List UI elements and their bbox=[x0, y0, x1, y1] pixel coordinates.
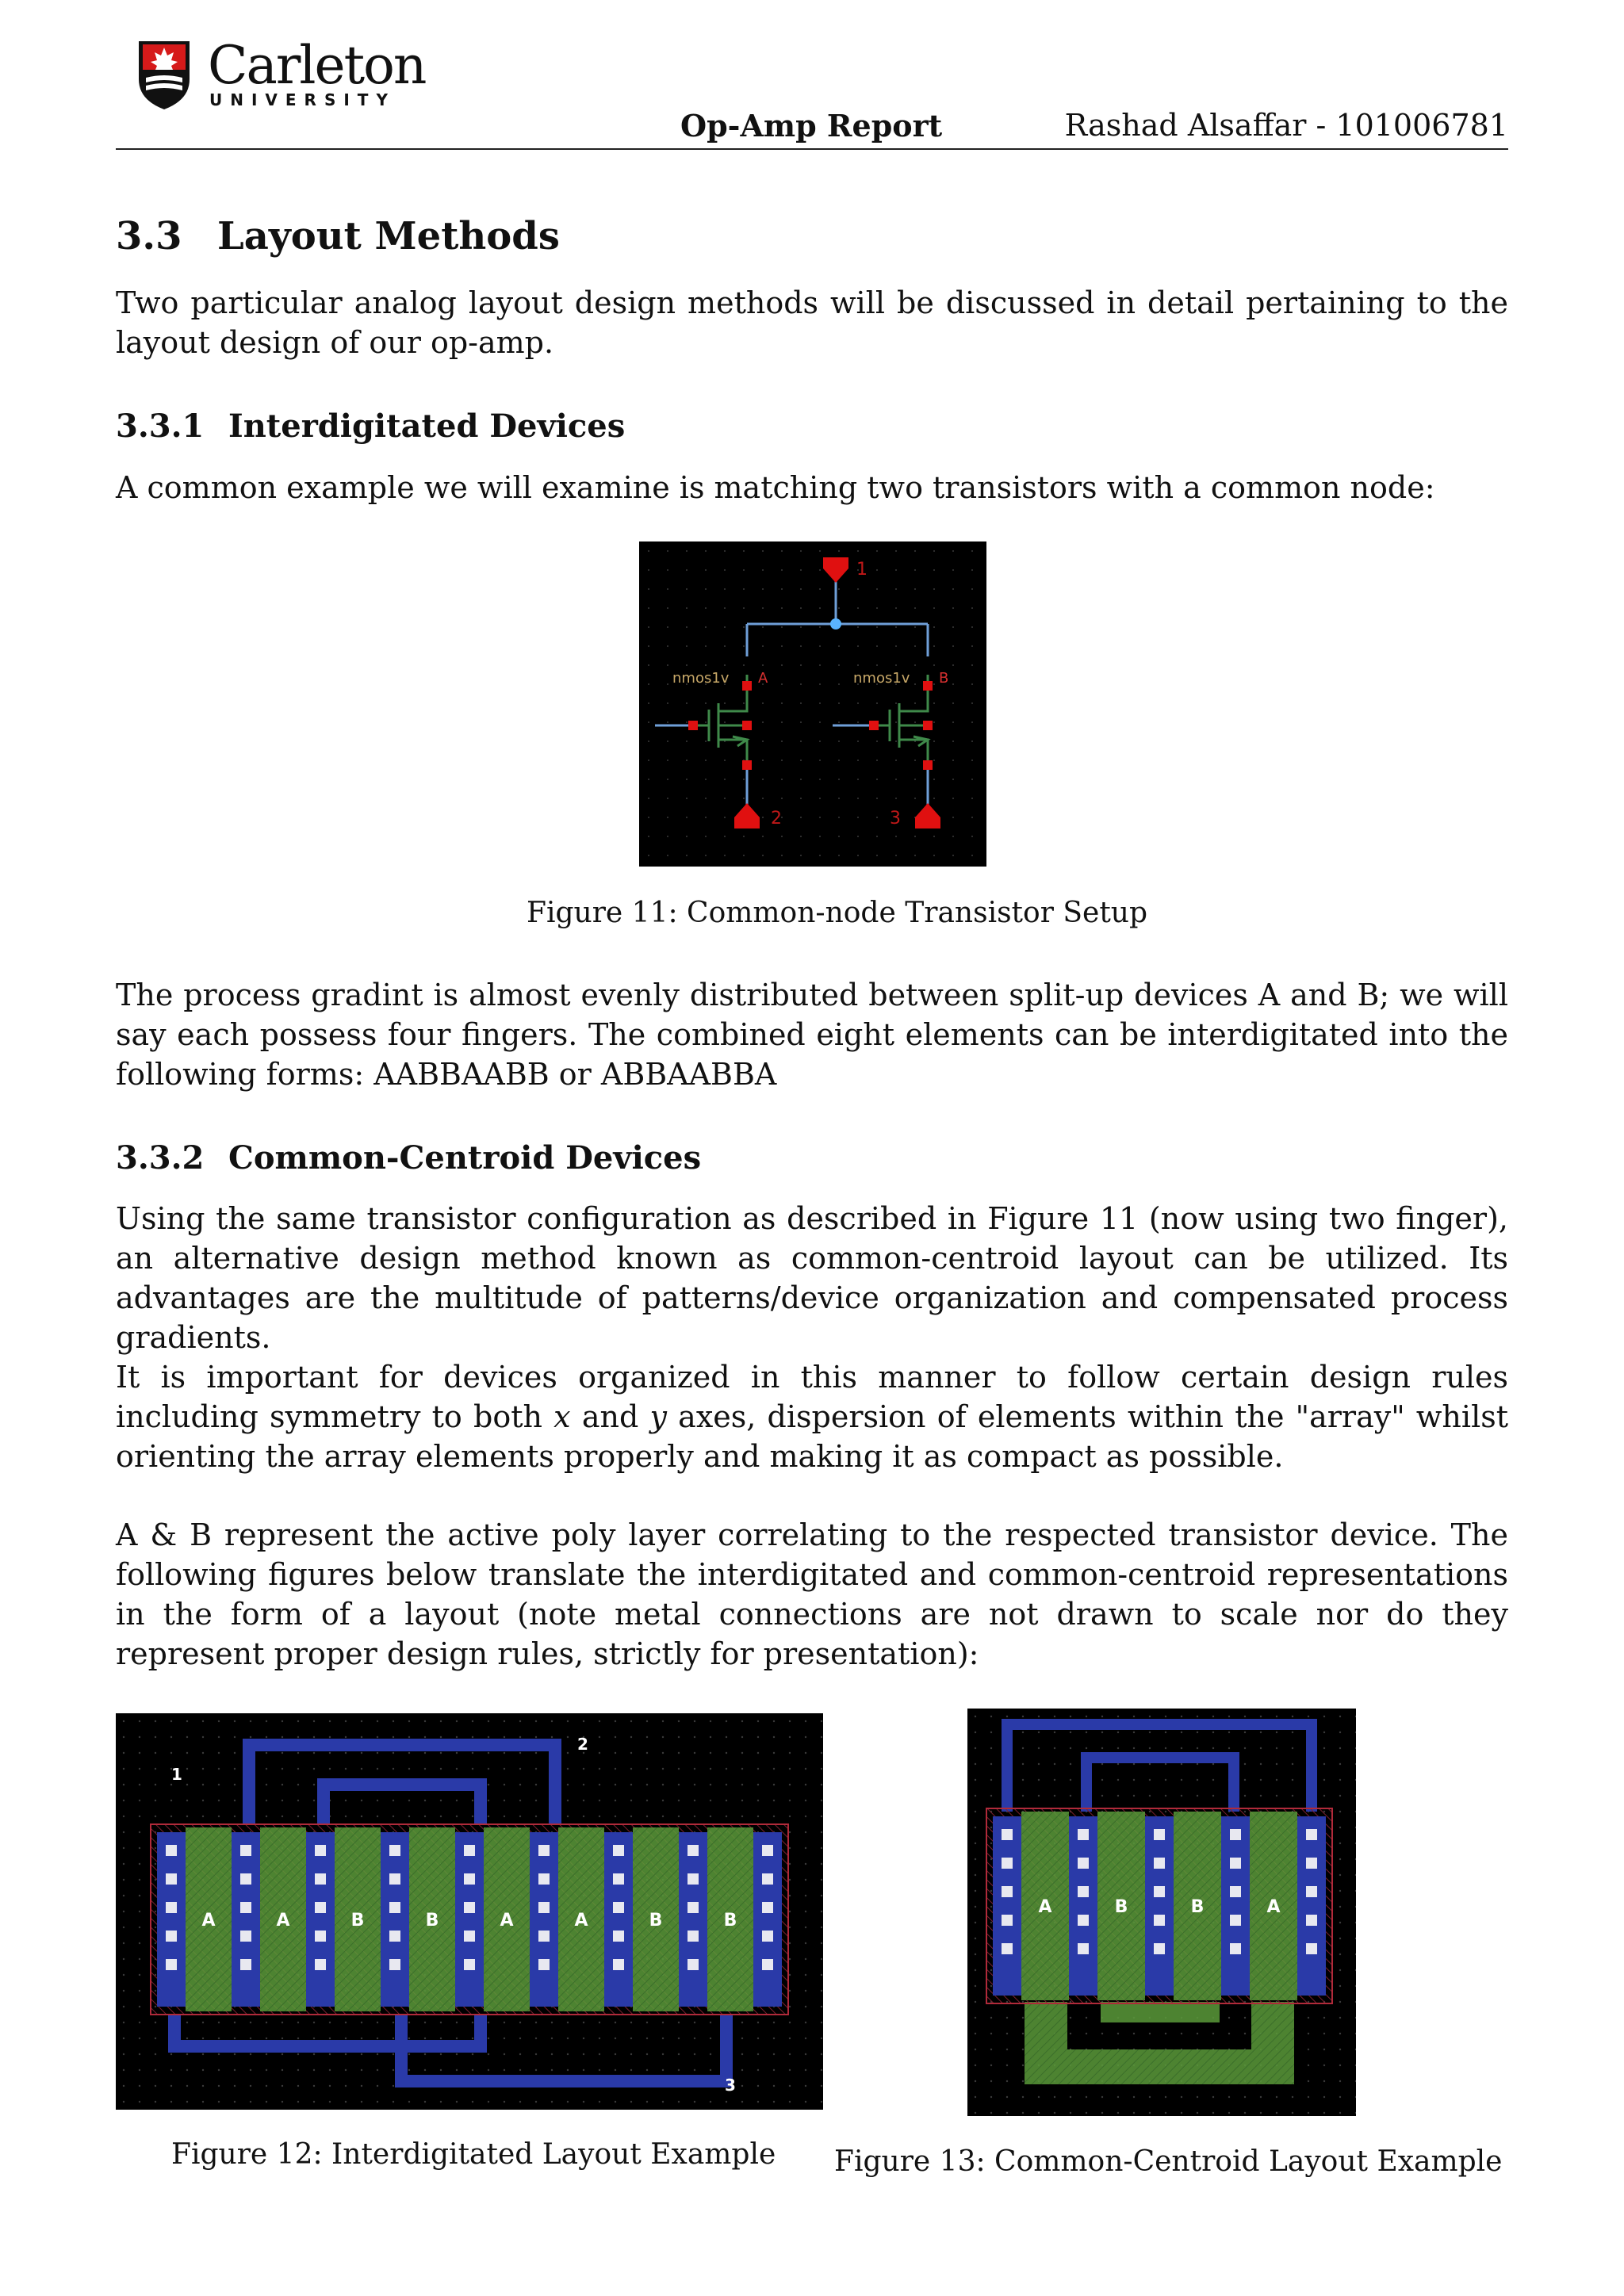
section-title: Layout Methods bbox=[217, 214, 560, 258]
contact-square bbox=[538, 1902, 550, 1913]
contact-square bbox=[240, 1931, 251, 1942]
contact-square bbox=[762, 1873, 773, 1885]
device-b-label: B bbox=[939, 670, 949, 687]
contact-square bbox=[389, 1902, 400, 1913]
subsection-title-1: Interdigitated Devices bbox=[228, 408, 626, 445]
contact-square bbox=[1306, 1858, 1317, 1869]
contact-square bbox=[1154, 1858, 1165, 1869]
contact-square bbox=[1078, 1886, 1089, 1897]
section-number: 3.3 bbox=[116, 214, 182, 258]
paragraph-common-centroid-1: Using the same transistor configuration as described in Figure 11 (now using two finger), an alternative design method known as common-centroid layout can be utilized. Its advantages are the multitude of patterns/device organization and compensated process gradients. bbox=[116, 1201, 1508, 1355]
shield-icon bbox=[136, 38, 192, 111]
contact-square bbox=[613, 1845, 624, 1856]
contact-square bbox=[762, 1845, 773, 1856]
finger-label: B bbox=[1190, 1897, 1205, 1917]
contact-square bbox=[688, 1931, 699, 1942]
subsection-heading-2 bbox=[116, 1139, 701, 1177]
figure-13-caption: Figure 13: Common-Centroid Layout Example bbox=[834, 2145, 1503, 2178]
figure-11-caption: Figure 11: Common-node Transistor Setup bbox=[527, 897, 1148, 929]
contact-column bbox=[1221, 1816, 1250, 1996]
contact-square bbox=[1306, 1915, 1317, 1926]
contact-square bbox=[538, 1931, 550, 1942]
device-right-label: nmos1v bbox=[853, 670, 910, 687]
logo-subtext: UNIVERSITY bbox=[209, 90, 396, 109]
contact-square bbox=[240, 1902, 251, 1913]
contact-column bbox=[1069, 1816, 1097, 1996]
logo-wordmark: Carleton bbox=[208, 35, 426, 96]
contact-square bbox=[240, 1959, 251, 1970]
contact-column bbox=[993, 1816, 1021, 1996]
subsection-heading-1 bbox=[116, 408, 625, 445]
contact-square bbox=[1002, 1886, 1013, 1897]
figure-12-caption: Figure 12: Interdigitated Layout Example bbox=[171, 2138, 776, 2171]
contact-square bbox=[1230, 1886, 1241, 1897]
finger-label: B bbox=[649, 1911, 663, 1931]
contact-column bbox=[157, 1832, 186, 2007]
carleton-logo bbox=[136, 35, 426, 117]
contact-square bbox=[464, 1845, 475, 1856]
p2-text-and: and bbox=[570, 1399, 650, 1434]
contact-column bbox=[455, 1832, 484, 2007]
contact-square bbox=[166, 1902, 177, 1913]
contact-square bbox=[613, 1959, 624, 1970]
subsection-number-1: 3.3.1 bbox=[116, 408, 205, 445]
contact-square bbox=[240, 1845, 251, 1856]
paragraph-common-centroid-3: A & B represent the active poly layer correlating to the respected transistor device. The following figures below translate the interdigitated and common-centroid representations in the form of a layout (note metal connections are not drawn to scale nor do they represent proper design rules, strictly for presentation): bbox=[116, 1517, 1508, 1671]
contact-square bbox=[315, 1902, 326, 1913]
device-left-label: nmos1v bbox=[672, 670, 730, 687]
contact-square bbox=[613, 1873, 624, 1885]
contact-column bbox=[753, 1832, 782, 2007]
finger-label: B bbox=[1114, 1897, 1128, 1917]
contact-square bbox=[1306, 1886, 1317, 1897]
document-title: Op-Amp Report bbox=[680, 108, 943, 144]
finger-label: B bbox=[425, 1911, 439, 1931]
contact-square bbox=[688, 1873, 699, 1885]
contact-square bbox=[315, 1959, 326, 1970]
contact-column bbox=[679, 1832, 707, 2007]
contact-square bbox=[1002, 1915, 1013, 1926]
contact-square bbox=[1078, 1915, 1089, 1926]
contact-square bbox=[688, 1902, 699, 1913]
contact-column bbox=[306, 1832, 335, 2007]
contact-column bbox=[232, 1832, 260, 2007]
document-author: Rashad Alsaffar - 101006781 bbox=[1064, 108, 1508, 143]
contact-column bbox=[1145, 1816, 1174, 1996]
contact-square bbox=[166, 1959, 177, 1970]
subsection-text-1b: The process gradint is almost evenly distributed between split-up devices A and B; we will say each possess four fingers. The combined eight elements can be interdigitated into the following forms: AABBAABB or ABBAABBA bbox=[116, 978, 1508, 1092]
finger-label: A bbox=[1266, 1897, 1281, 1917]
contact-square bbox=[389, 1959, 400, 1970]
contact-square bbox=[613, 1931, 624, 1942]
contact-square bbox=[1078, 1943, 1089, 1954]
junction-dot bbox=[830, 618, 841, 629]
figure-12-layout bbox=[116, 1713, 823, 2110]
figure-11-schematic bbox=[639, 541, 986, 867]
contact-square bbox=[762, 1959, 773, 1970]
contact-square bbox=[389, 1931, 400, 1942]
contact-square bbox=[464, 1873, 475, 1885]
contact-square bbox=[166, 1845, 177, 1856]
contact-square bbox=[688, 1845, 699, 1856]
contact-square bbox=[315, 1873, 326, 1885]
contact-square bbox=[1154, 1943, 1165, 1954]
contact-square bbox=[1154, 1886, 1165, 1897]
contact-column bbox=[530, 1832, 558, 2007]
contact-square bbox=[1002, 1943, 1013, 1954]
contact-square bbox=[464, 1959, 475, 1970]
header-divider bbox=[116, 148, 1508, 150]
contact-square bbox=[1230, 1943, 1241, 1954]
contact-square bbox=[1078, 1858, 1089, 1869]
contact-square bbox=[464, 1931, 475, 1942]
subsection-text-1: A common example we will examine is matching two transistors with a common node: bbox=[116, 470, 1435, 505]
contact-square bbox=[1154, 1915, 1165, 1926]
contact-square bbox=[240, 1873, 251, 1885]
contact-square bbox=[1154, 1829, 1165, 1840]
figure-13-layout bbox=[967, 1709, 1356, 2116]
finger-label: A bbox=[500, 1911, 514, 1931]
contact-square bbox=[1230, 1829, 1241, 1840]
contact-square bbox=[1230, 1858, 1241, 1869]
contact-square bbox=[1002, 1858, 1013, 1869]
p2-var-y: y bbox=[649, 1399, 667, 1434]
contact-square bbox=[389, 1845, 400, 1856]
contact-square bbox=[166, 1873, 177, 1885]
contact-square bbox=[688, 1959, 699, 1970]
finger-label: A bbox=[276, 1911, 290, 1931]
contact-column bbox=[604, 1832, 633, 2007]
contact-square bbox=[762, 1931, 773, 1942]
device-a-label: A bbox=[758, 670, 768, 687]
pin-2-label: 2 bbox=[771, 809, 782, 828]
contact-square bbox=[389, 1873, 400, 1885]
fig12-pin-1-label: 1 bbox=[171, 1765, 182, 1784]
contact-column bbox=[381, 1832, 409, 2007]
finger-label: A bbox=[201, 1911, 216, 1931]
contact-square bbox=[1230, 1915, 1241, 1926]
fig12-pin-3-label: 3 bbox=[725, 2076, 736, 2095]
p2-var-x: x bbox=[553, 1399, 571, 1434]
contact-square bbox=[538, 1873, 550, 1885]
section-intro: Two particular analog layout design methods will be discussed in detail pertaining to the layout design of our op-amp. bbox=[116, 285, 1508, 360]
subsection-number-2: 3.3.2 bbox=[116, 1139, 205, 1177]
paragraph-common-centroid-2 bbox=[116, 1357, 1508, 1476]
fig12-pin-2-label: 2 bbox=[577, 1735, 588, 1754]
p2-text-b: axes, dispersion of elements within the "array" whilst orienting the array elements properly and making it as compact as possible. bbox=[116, 1399, 1508, 1474]
contact-square bbox=[613, 1902, 624, 1913]
p2-text-a: It is important for devices organized in this manner to follow certain design rules including symmetry to both bbox=[116, 1360, 1508, 1434]
contact-square bbox=[1306, 1829, 1317, 1840]
contact-square bbox=[315, 1845, 326, 1856]
finger-label: A bbox=[1038, 1897, 1052, 1917]
contact-square bbox=[315, 1931, 326, 1942]
finger-label: B bbox=[350, 1911, 365, 1931]
section-heading bbox=[116, 214, 560, 258]
contact-square bbox=[1078, 1829, 1089, 1840]
contact-square bbox=[166, 1931, 177, 1942]
finger-label: A bbox=[574, 1911, 588, 1931]
contact-square bbox=[762, 1902, 773, 1913]
contact-column bbox=[1297, 1816, 1326, 1996]
contact-square bbox=[538, 1959, 550, 1970]
subsection-title-2: Common-Centroid Devices bbox=[228, 1139, 702, 1177]
contact-square bbox=[538, 1845, 550, 1856]
contact-square bbox=[464, 1902, 475, 1913]
contact-square bbox=[1306, 1943, 1317, 1954]
pin-1-label: 1 bbox=[856, 560, 868, 580]
contact-square bbox=[1002, 1829, 1013, 1840]
pin-3-label: 3 bbox=[890, 809, 901, 828]
finger-label: B bbox=[723, 1911, 737, 1931]
